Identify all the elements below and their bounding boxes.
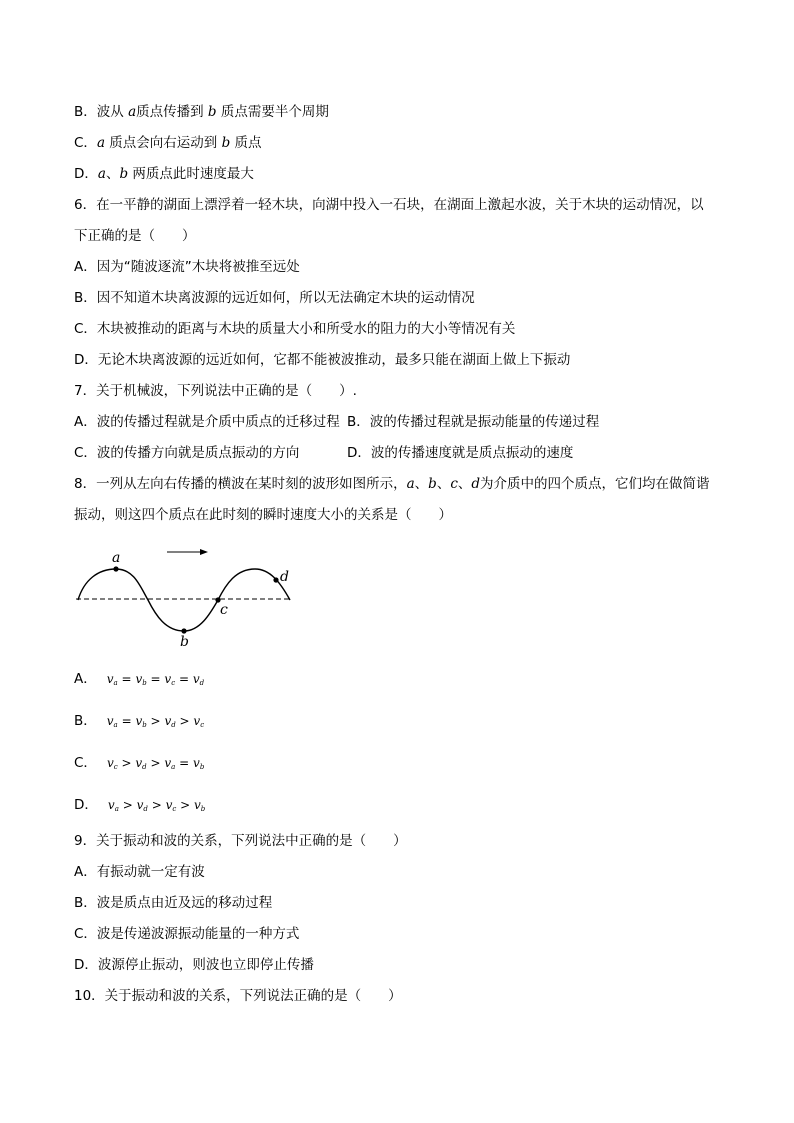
velocity-subscript: c — [113, 763, 118, 771]
q8-stem-text: 为介质中的四个质点，它们均在做简谐 — [480, 476, 710, 492]
point-a-label: a — [406, 476, 415, 492]
velocity-symbol: v — [135, 714, 143, 728]
velocity-symbol: v — [106, 714, 114, 728]
q5-option-c — [74, 133, 262, 153]
velocity-subscript: a — [113, 679, 118, 687]
velocity-symbol: v — [136, 798, 144, 812]
q5-option-c-text: 质点 — [230, 135, 262, 151]
velocity-subscript: c — [171, 679, 176, 687]
velocity-symbol: v — [164, 714, 172, 728]
point-a-marker — [113, 566, 118, 571]
q7-option-b: B．波的传播过程就是振动能量的传递过程 — [347, 414, 600, 430]
direction-arrow-head — [200, 549, 208, 555]
velocity-symbol: v — [194, 798, 201, 812]
q5-option-b-text: 质点传播到 — [136, 104, 208, 120]
velocity-symbol: v — [107, 798, 115, 812]
velocity-subscript: b — [200, 805, 206, 813]
q10-stem: 10．关于振动和波的关系，下列说法正确的是（ ） — [74, 988, 402, 1004]
q6-option-a: A．因为“随波逐流”木块将被推至远处 — [74, 259, 300, 275]
velocity-symbol: v — [165, 798, 173, 812]
option-label: D． — [74, 797, 98, 813]
point-b-label: b — [221, 135, 231, 151]
q8-stem-text: 8．一列从左向右传播的横波在某时刻的波形如图所示， — [74, 476, 407, 492]
q8-option-a — [74, 669, 204, 693]
q5-option-d — [74, 164, 254, 184]
q7-options-row2 — [74, 443, 574, 463]
velocity-symbol: v — [164, 672, 172, 686]
velocity-symbol: v — [192, 672, 200, 686]
velocity-symbol: v — [164, 756, 172, 770]
velocity-symbol: v — [135, 756, 143, 770]
q7-option-a: A．波的传播过程就是介质中质点的迁移过程 — [74, 414, 340, 430]
q8-option-b-formula: $v_a = v_b > v_d > v_c$ — [106, 714, 205, 729]
q5-option-b-text: B．波从 — [74, 104, 129, 120]
q7-options-row1 — [74, 412, 600, 432]
q8-stem-line1 — [74, 474, 710, 494]
q5-option-b-text: 质点需要半个周期 — [216, 104, 329, 120]
q8-option-c-formula: $v_c > v_d > v_a = v_b$ — [106, 756, 205, 771]
wave-figure — [70, 540, 310, 650]
q6-stem-line1: 6．在一平静的湖面上漂浮着一轻木块，向湖中投入一石块，在湖面上激起水波，关于木块的运动情况，以 — [74, 197, 704, 213]
q6-option-d: D．无论木块离波源的远近如何，它都不能被波推动，最多只能在湖面上做上下振动 — [74, 352, 571, 368]
q5-option-d-text: D． — [74, 166, 98, 182]
figure-label-d: d — [280, 569, 289, 585]
velocity-subscript: b — [142, 721, 147, 729]
velocity-subscript: d — [171, 721, 176, 729]
velocity-subscript: b — [199, 763, 205, 771]
separator: 、 — [414, 476, 429, 492]
option-label: C． — [74, 755, 97, 771]
figure-label-a: a — [112, 550, 121, 566]
figure-label-c: c — [220, 602, 228, 618]
velocity-subscript: c — [200, 721, 205, 729]
velocity-symbol: v — [106, 756, 114, 770]
q9-option-a: A．有振动就一定有波 — [74, 864, 205, 880]
q5-option-c-text: 质点会向右运动到 — [105, 135, 222, 151]
q9-stem: 9．关于振动和波的关系，下列说法中正确的是（ ） — [74, 833, 407, 849]
velocity-subscript: d — [199, 679, 205, 687]
option-label: B． — [74, 713, 97, 729]
q7-stem: 7．关于机械波，下列说法中正确的是（ ）. — [74, 383, 357, 399]
point-b-label: b — [207, 104, 217, 120]
point-a-label: a — [96, 135, 105, 151]
q8-option-b — [74, 711, 204, 735]
velocity-symbol: v — [193, 756, 200, 770]
q8-option-c — [74, 753, 204, 777]
point-b-label: b — [428, 476, 437, 492]
point-d-label: d — [471, 476, 481, 492]
q9-option-d: D．波源停止振动，则波也立即停止传播 — [74, 957, 314, 973]
point-d-marker — [273, 577, 278, 582]
separator: 、 — [436, 476, 451, 492]
q5-option-b — [74, 102, 329, 122]
velocity-subscript: d — [142, 763, 147, 771]
waveform-curve — [78, 569, 290, 631]
figure-label-b: b — [180, 634, 189, 650]
velocity-subscript: a — [113, 721, 118, 729]
separator: 、 — [105, 166, 120, 182]
velocity-subscript: a — [114, 805, 119, 813]
q9-option-b: B．波是质点由近及远的移动过程 — [74, 895, 273, 911]
point-b-label: b — [119, 166, 129, 182]
q7-option-c: C．波的传播方向就是质点振动的方向 — [74, 445, 300, 461]
point-b-marker — [181, 628, 186, 633]
velocity-symbol: v — [106, 672, 114, 686]
separator: 、 — [457, 476, 472, 492]
q8-option-d-formula: $v_a > v_d > v_c > v_b$ — [107, 798, 206, 813]
point-a-label: a — [97, 166, 106, 182]
q6-option-b: B．因不知道木块离波源的远近如何，所以无法确定木块的运动情况 — [74, 290, 475, 306]
point-c-label: c — [450, 476, 458, 492]
q8-option-d — [74, 795, 205, 819]
q5-option-c-text: C． — [74, 135, 97, 151]
q9-option-c: C．波是传递波源振动能量的一种方式 — [74, 926, 300, 942]
q6-stem-line2: 下正确的是（ ） — [74, 228, 196, 244]
velocity-subscript: b — [142, 679, 147, 687]
velocity-subscript: c — [172, 805, 177, 813]
option-label: A． — [74, 671, 97, 687]
q7-option-d: D．波的传播速度就是质点振动的速度 — [347, 445, 574, 461]
q8-stem-line2: 振动，则这四个质点在此时刻的瞬时速度大小的关系是（ ） — [74, 507, 452, 523]
velocity-symbol: v — [135, 672, 143, 686]
velocity-subscript: d — [143, 805, 148, 813]
velocity-symbol: v — [193, 714, 201, 728]
q6-option-c: C．木块被推动的距离与木块的质量大小和所受水的阻力的大小等情况有关 — [74, 321, 516, 337]
point-a-label: a — [128, 104, 137, 120]
q8-option-a-formula: $v_a = v_b = v_c = v_d$ — [106, 672, 205, 687]
velocity-subscript: a — [171, 763, 176, 771]
q5-option-d-text: 两质点此时速度最大 — [128, 166, 254, 182]
